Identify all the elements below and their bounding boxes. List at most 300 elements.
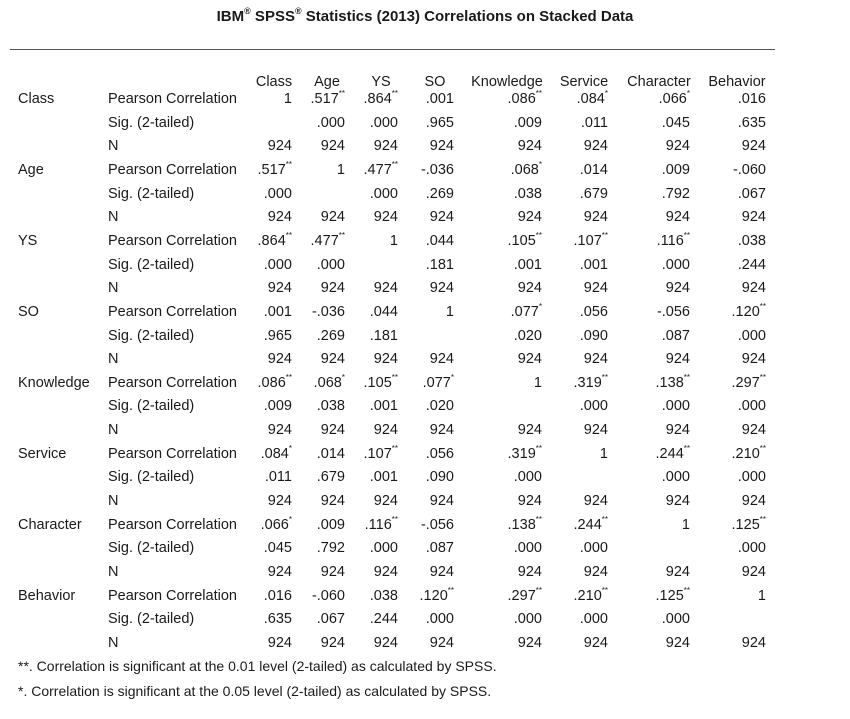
title-part-3: Statistics (2013) Correlations on Stacked Data <box>301 8 634 25</box>
cell-value: -.060 <box>311 587 345 604</box>
row-variable-so: SO <box>18 303 39 320</box>
table-cell: 924 <box>665 634 690 651</box>
table-cell <box>686 90 766 108</box>
cell-value: .084 <box>260 445 289 462</box>
significance-marker: ** <box>285 372 292 382</box>
page-title <box>0 8 850 25</box>
title-part-2: SPSS <box>250 8 295 25</box>
cell-value: .477 <box>363 161 392 178</box>
stat-label: Sig. (2-tailed) <box>108 398 195 415</box>
table-cell: 924 <box>665 493 690 510</box>
significance-marker: ** <box>391 443 398 453</box>
table-cell: 924 <box>320 634 345 651</box>
table-cell: 924 <box>741 209 766 226</box>
registered-mark: ® <box>244 6 251 16</box>
table-cell: 924 <box>429 564 454 580</box>
stat-label: Sig. (2-tailed) <box>108 540 195 557</box>
cell-value: .044 <box>369 303 398 320</box>
significance-marker: ** <box>683 585 690 595</box>
cell-value: 1 <box>681 516 690 533</box>
stat-label: N <box>108 422 119 439</box>
table-cell: .045 <box>263 540 292 557</box>
cell-value: .120 <box>419 587 448 604</box>
table-cell: 924 <box>429 422 454 439</box>
table-cell <box>683 443 766 463</box>
table-cell: 924 <box>373 209 398 226</box>
cell-value: .477 <box>310 232 339 249</box>
table-cell: 924 <box>373 422 398 439</box>
table-cell: .679 <box>579 185 608 202</box>
column-header-service: Service <box>559 74 609 90</box>
row-variable-knowledge: Knowledge <box>18 374 90 391</box>
cell-value: 1 <box>445 303 454 320</box>
table-cell: .000 <box>263 185 292 202</box>
table-cell: .000 <box>369 185 398 202</box>
table-cell: 924 <box>267 493 292 510</box>
table-cell: .001 <box>579 256 608 273</box>
table-cell <box>528 374 608 392</box>
cell-value: 1 <box>283 91 292 107</box>
stat-label: Pearson Correlation <box>108 587 237 604</box>
table-cell: .011 <box>580 114 608 131</box>
table-cell: .000 <box>661 256 690 273</box>
stat-label: N <box>108 493 119 510</box>
significance-marker: * <box>341 372 345 382</box>
cell-value: -.060 <box>732 161 766 178</box>
column-header-so: SO <box>424 74 446 90</box>
table-cell <box>374 90 454 108</box>
table-cell <box>528 232 608 250</box>
table-cell: 924 <box>741 564 766 580</box>
cell-value: .009 <box>316 516 345 533</box>
table-cell: 924 <box>267 634 292 651</box>
table-cell: .269 <box>425 185 454 202</box>
stat-label: Sig. (2-tailed) <box>108 185 195 202</box>
stat-label: Pearson Correlation <box>108 516 237 533</box>
significance-marker: ** <box>759 514 766 524</box>
cell-value: .120 <box>731 303 760 320</box>
significance-marker: ** <box>391 160 398 170</box>
table-cell: .181 <box>369 327 398 344</box>
table-cell: .090 <box>579 327 608 344</box>
significance-marker: * <box>604 89 608 99</box>
table-cell: .067 <box>316 611 345 628</box>
table-cell <box>686 161 766 179</box>
table-cell: 924 <box>320 564 345 580</box>
table-cell <box>528 445 608 463</box>
significance-marker: ** <box>535 585 542 595</box>
cell-value: .517 <box>257 161 286 178</box>
cell-value: .086 <box>257 374 286 391</box>
cell-value: .038 <box>737 232 766 249</box>
cell-value: .319 <box>573 374 602 391</box>
table-cell: .269 <box>316 327 345 344</box>
significance-marker: ** <box>601 514 608 524</box>
table-cell <box>686 516 766 534</box>
table-cell: .000 <box>513 469 542 486</box>
cell-value: .517 <box>310 91 339 107</box>
stat-label: N <box>108 209 119 226</box>
table-cell: 924 <box>583 280 608 297</box>
table-cell <box>686 303 766 321</box>
stat-label: N <box>108 351 119 368</box>
table-cell <box>374 587 454 605</box>
table-cell: .792 <box>316 540 345 557</box>
cell-value: 1 <box>757 587 766 604</box>
table-cell: .000 <box>369 540 398 557</box>
table-cell <box>374 516 454 534</box>
table-cell <box>683 585 766 605</box>
table-cell: 924 <box>583 493 608 510</box>
table-cell: .635 <box>737 114 766 131</box>
table-cell <box>528 161 608 179</box>
table-cell: .009 <box>513 114 542 131</box>
table-cell: 924 <box>267 138 292 155</box>
significance-marker: ** <box>391 372 398 382</box>
cell-value: .107 <box>363 445 392 462</box>
table-cell: .067 <box>737 185 766 202</box>
cell-value: .125 <box>731 516 760 533</box>
cell-value: .001 <box>425 91 454 107</box>
table-cell: .000 <box>661 469 690 486</box>
column-header-behavior: Behavior <box>708 74 766 90</box>
stat-label: N <box>108 634 119 651</box>
stat-label: Sig. (2-tailed) <box>108 114 195 131</box>
table-cell: 924 <box>741 280 766 297</box>
table-cell: 924 <box>429 493 454 510</box>
table-cell <box>610 374 690 392</box>
row-variable-behavior: Behavior <box>18 587 76 604</box>
table-cell: .000 <box>737 327 766 344</box>
table-cell <box>528 303 608 321</box>
column-header-character: Character <box>627 74 691 90</box>
table-cell: .011 <box>264 469 292 486</box>
table-cell <box>683 231 766 250</box>
cell-value: .077 <box>510 303 539 320</box>
registered-mark: ® <box>294 6 302 16</box>
title-part-1: IBM <box>216 8 245 25</box>
table-cell: .181 <box>425 256 454 273</box>
column-header-class: Class <box>255 74 293 90</box>
table-cell: .792 <box>661 185 690 202</box>
table-cell: .000 <box>661 398 690 415</box>
table-cell: .000 <box>579 611 608 628</box>
table-cell: 924 <box>517 634 542 651</box>
table-cell: .038 <box>513 185 542 202</box>
significance-marker: ** <box>601 372 608 382</box>
significance-marker: * <box>450 372 454 382</box>
table-cell: 924 <box>583 422 608 439</box>
significance-marker: ** <box>759 443 766 453</box>
table-cell: 924 <box>741 422 766 439</box>
table-cell: .001 <box>513 256 542 273</box>
table-cell: .000 <box>737 398 766 415</box>
table-cell: 924 <box>583 351 608 368</box>
table-cell <box>374 303 454 321</box>
cell-value: .009 <box>661 161 690 178</box>
cell-value: .066 <box>260 516 289 533</box>
significance-marker: * <box>686 89 690 99</box>
table-cell: .001 <box>369 469 398 486</box>
stat-label: Pearson Correlation <box>108 303 237 320</box>
footnote-005-level: *. Correlation is significant at the 0.05 level (2-tailed) as calculated by SPSS. <box>18 683 492 699</box>
cell-value: -.036 <box>420 161 454 178</box>
table-cell: 924 <box>429 138 454 155</box>
cell-value: 1 <box>599 445 608 462</box>
table-cell: .000 <box>737 469 766 486</box>
row-variable-class: Class <box>18 91 55 107</box>
table-cell: .000 <box>425 611 454 628</box>
cell-value: .016 <box>263 587 292 604</box>
cell-value: .056 <box>425 445 454 462</box>
significance-marker: ** <box>338 89 345 99</box>
table-cell: 924 <box>429 634 454 651</box>
table-cell: .009 <box>263 398 292 415</box>
table-cell <box>528 516 608 534</box>
significance-marker: ** <box>601 231 608 241</box>
row-variable-age: Age <box>18 161 44 178</box>
table-cell: .020 <box>513 327 542 344</box>
table-cell: .000 <box>316 256 345 273</box>
stat-label: Sig. (2-tailed) <box>108 469 195 486</box>
cell-value: .086 <box>507 91 536 107</box>
table-cell: 924 <box>320 280 345 297</box>
table-cell <box>610 161 690 179</box>
table-cell: 924 <box>320 422 345 439</box>
table-cell: 924 <box>267 209 292 226</box>
significance-marker: ** <box>683 372 690 382</box>
table-cell: .000 <box>369 114 398 131</box>
significance-marker: ** <box>285 160 292 170</box>
cell-value: .068 <box>313 374 342 391</box>
table-cell: 924 <box>373 138 398 155</box>
table-cell: 924 <box>320 493 345 510</box>
significance-marker: ** <box>391 514 398 524</box>
table-cell: .000 <box>661 611 690 628</box>
footnote-001-level: **. Correlation is significant at the 0.01 level (2-tailed) as calculated by SPSS. <box>18 658 497 674</box>
stat-label: Pearson Correlation <box>108 232 237 249</box>
table-cell: .000 <box>579 540 608 557</box>
cell-value: .210 <box>731 445 760 462</box>
table-cell: .090 <box>425 469 454 486</box>
table-cell: 924 <box>517 351 542 368</box>
table-cell: 924 <box>583 634 608 651</box>
table-cell <box>374 374 454 392</box>
table-cell: .000 <box>513 540 542 557</box>
table-cell: 924 <box>517 493 542 510</box>
table-cell: .001 <box>369 398 398 415</box>
cell-value: .016 <box>737 91 766 107</box>
cell-value: .297 <box>731 374 760 391</box>
stat-label: N <box>108 138 119 155</box>
cell-value: .038 <box>369 587 398 604</box>
table-cell: 924 <box>741 493 766 510</box>
table-cell: .000 <box>737 540 766 557</box>
table-cell: .087 <box>661 327 690 344</box>
table-cell: 924 <box>741 138 766 155</box>
significance-marker: ** <box>601 585 608 595</box>
table-cell: .000 <box>316 114 345 131</box>
table-cell: 924 <box>741 351 766 368</box>
stat-label: Pearson Correlation <box>108 445 237 462</box>
table-cell: 924 <box>373 351 398 368</box>
cell-value: .105 <box>507 232 536 249</box>
column-header-knowledge: Knowledge <box>471 74 543 90</box>
cell-value: .105 <box>363 374 392 391</box>
table-cell <box>610 445 690 463</box>
cell-value: .068 <box>510 161 539 178</box>
table-cell: 924 <box>517 422 542 439</box>
significance-marker: * <box>288 443 292 453</box>
table-cell <box>374 445 454 463</box>
significance-marker: ** <box>391 89 398 99</box>
table-cell: 924 <box>665 280 690 297</box>
table-cell: 924 <box>267 564 292 580</box>
column-header-ys: YS <box>371 74 391 90</box>
cell-value: .066 <box>658 91 687 107</box>
cell-value: .116 <box>364 516 392 533</box>
cell-value: .056 <box>579 303 608 320</box>
stat-label: Sig. (2-tailed) <box>108 327 195 344</box>
significance-marker: ** <box>535 443 542 453</box>
table-cell: 924 <box>517 564 542 580</box>
table-cell: .000 <box>579 398 608 415</box>
significance-marker: ** <box>447 585 454 595</box>
table-cell <box>683 372 766 392</box>
cell-value: .138 <box>655 374 684 391</box>
cell-value: -.056 <box>420 516 454 533</box>
table-cell: 924 <box>583 564 608 580</box>
table-cell: .000 <box>513 611 542 628</box>
cell-value: .077 <box>422 374 451 391</box>
table-cell: 924 <box>373 493 398 510</box>
stat-label: N <box>108 564 119 580</box>
table-cell: 924 <box>267 351 292 368</box>
table-cell: 924 <box>665 351 690 368</box>
cell-value: .014 <box>316 445 345 462</box>
stat-label: Pearson Correlation <box>108 374 237 391</box>
cell-value: .001 <box>263 303 292 320</box>
significance-marker: ** <box>285 231 292 241</box>
column-header-age: Age <box>314 74 340 90</box>
significance-marker: ** <box>759 372 766 382</box>
table-cell: 924 <box>665 422 690 439</box>
table-cell: 924 <box>373 564 398 580</box>
cell-value: .244 <box>573 516 602 533</box>
table-cell: 924 <box>267 422 292 439</box>
table-cell <box>610 303 690 321</box>
cell-value: .107 <box>573 232 602 249</box>
stat-label: Pearson Correlation <box>108 161 237 178</box>
significance-marker: * <box>288 514 292 524</box>
table-cell <box>374 161 454 179</box>
cell-value: .044 <box>425 232 454 249</box>
cell-value: .125 <box>655 587 684 604</box>
table-cell <box>528 587 608 605</box>
table-cell <box>528 90 608 108</box>
stat-label: Pearson Correlation <box>108 91 237 107</box>
cell-value: -.056 <box>656 303 690 320</box>
cell-value: .319 <box>507 445 536 462</box>
table-cell: 924 <box>583 138 608 155</box>
cell-value: .138 <box>507 516 536 533</box>
table-cell: .965 <box>425 114 454 131</box>
table-cell: .045 <box>661 114 690 131</box>
table-cell <box>610 232 690 250</box>
table-cell <box>610 516 690 534</box>
table-cell: 924 <box>320 209 345 226</box>
cell-value: .864 <box>257 232 286 249</box>
cell-value: 1 <box>533 374 542 391</box>
table-cell <box>610 587 690 605</box>
table-cell: 924 <box>267 280 292 297</box>
table-cell: .020 <box>425 398 454 415</box>
table-cell: 924 <box>741 634 766 651</box>
table-cell: .679 <box>316 469 345 486</box>
table-cell: .000 <box>263 256 292 273</box>
stat-label: Sig. (2-tailed) <box>108 611 195 628</box>
title-divider <box>10 49 775 50</box>
table-cell <box>374 232 454 250</box>
cell-value: 1 <box>336 161 345 178</box>
table-cell: 924 <box>373 634 398 651</box>
table-cell: .244 <box>369 611 398 628</box>
table-cell: 924 <box>517 138 542 155</box>
table-cell: 924 <box>517 280 542 297</box>
significance-marker: ** <box>535 514 542 524</box>
significance-marker: ** <box>535 89 542 99</box>
table-cell: .965 <box>263 327 292 344</box>
cell-value: .244 <box>655 445 684 462</box>
significance-marker: * <box>538 160 542 170</box>
cell-value: .297 <box>507 587 536 604</box>
table-cell: 924 <box>429 280 454 297</box>
significance-marker: ** <box>535 231 542 241</box>
table-cell: 924 <box>517 209 542 226</box>
stat-label: N <box>108 280 119 297</box>
cell-value: .210 <box>573 587 602 604</box>
stat-label: Sig. (2-tailed) <box>108 256 195 273</box>
cell-value: .864 <box>363 91 392 107</box>
table-cell: .087 <box>425 540 454 557</box>
row-variable-service: Service <box>18 445 67 462</box>
table-cell <box>610 90 690 108</box>
table-cell: 924 <box>665 209 690 226</box>
significance-marker: ** <box>759 302 766 312</box>
cell-value: .014 <box>579 161 608 178</box>
cell-value: 1 <box>389 232 398 249</box>
table-cell: 924 <box>373 280 398 297</box>
table-cell: 924 <box>429 209 454 226</box>
table-cell: .244 <box>737 256 766 273</box>
significance-marker: * <box>538 302 542 312</box>
row-variable-character: Character <box>18 516 82 533</box>
table-cell: 924 <box>320 138 345 155</box>
table-cell: .635 <box>263 611 292 628</box>
significance-marker: ** <box>683 443 690 453</box>
table-cell: .038 <box>316 398 345 415</box>
table-cell: 924 <box>665 564 690 580</box>
row-variable-ys: YS <box>18 232 38 249</box>
table-cell: 924 <box>320 351 345 368</box>
cell-value: -.036 <box>311 303 345 320</box>
table-cell: 924 <box>429 351 454 368</box>
significance-marker: ** <box>338 231 345 241</box>
cell-value: .116 <box>656 232 684 249</box>
table-cell: 924 <box>665 138 690 155</box>
significance-marker: ** <box>683 231 690 241</box>
cell-value: .084 <box>576 91 605 107</box>
